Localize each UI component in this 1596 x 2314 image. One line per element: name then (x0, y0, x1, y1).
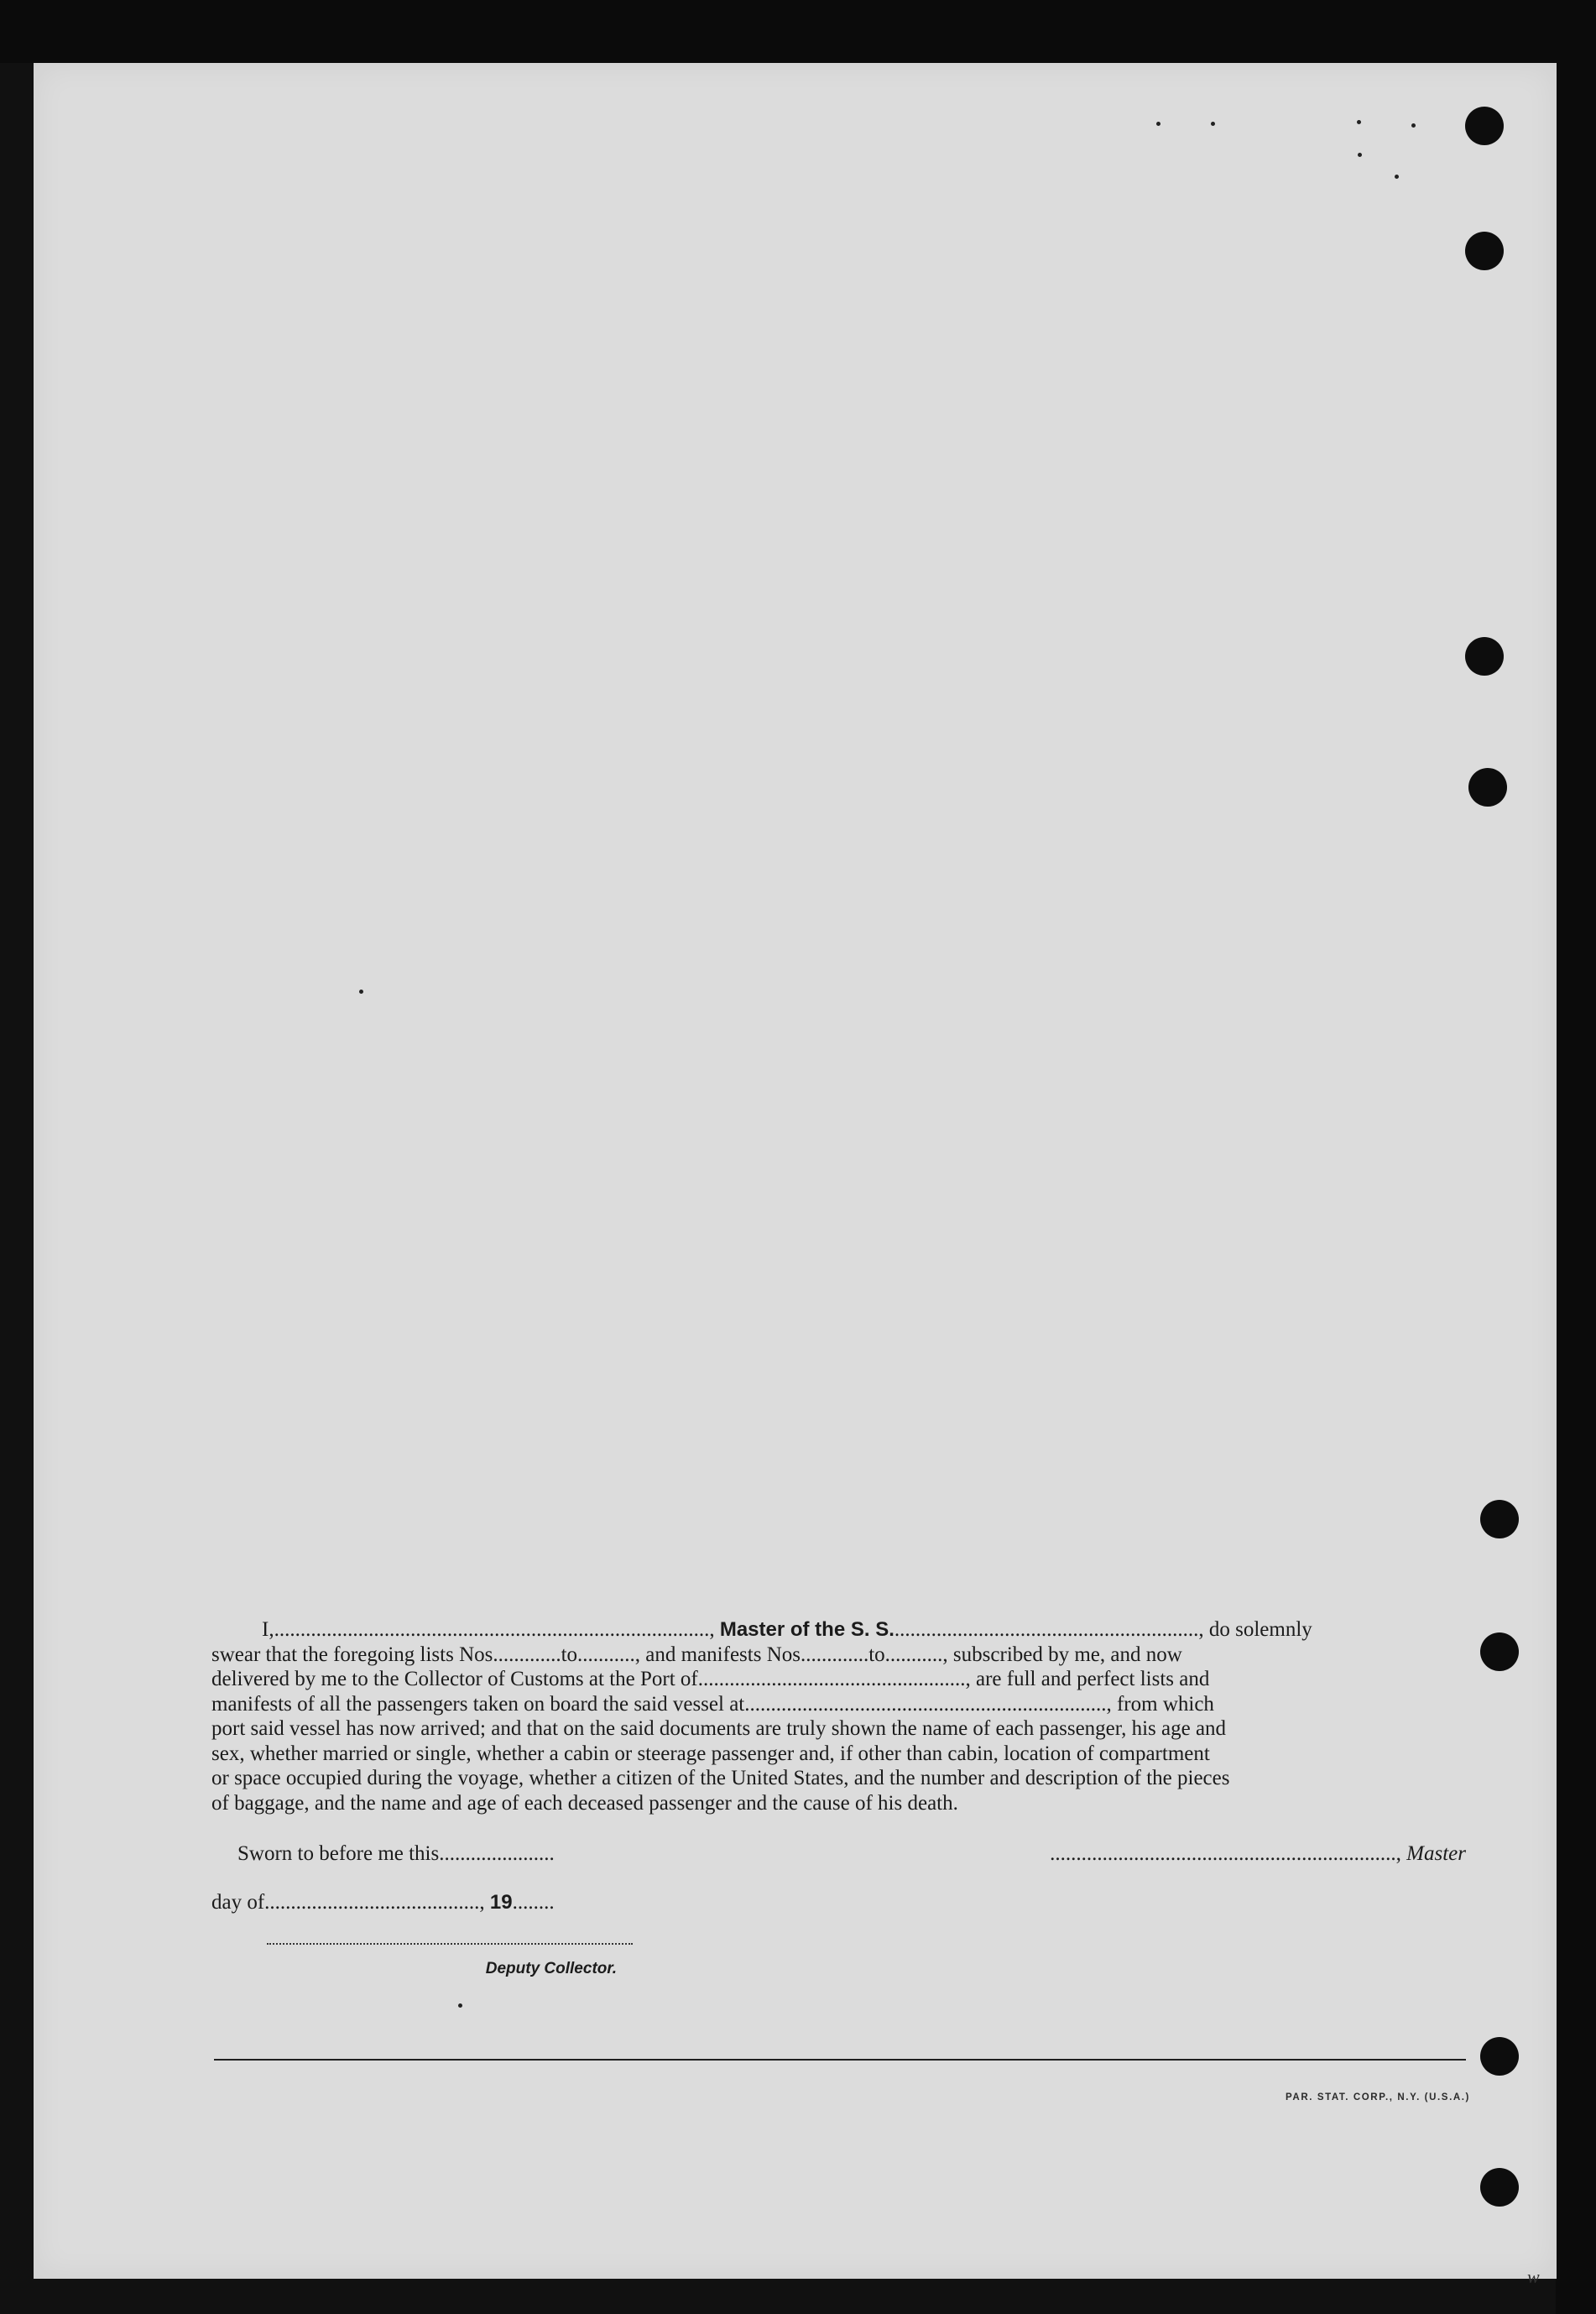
scan-speck (359, 990, 363, 994)
oath-line-7: or space occupied during the voyage, whether a citizen of the United States, and the number and description of the pieces (211, 1767, 1230, 1789)
scan-border-top (0, 0, 1596, 63)
oath-line-4: manifests of all the passengers taken on board the said vessel at....................................................................., from which (211, 1692, 1214, 1716)
master-signature-blank: .................................................................., (1050, 1842, 1401, 1865)
ship-name-blank: .......................................................... (894, 1618, 1199, 1641)
oath-line-2: swear that the foregoing lists Nos.............to..........., and manifests Nos.............to..........., subscribed by me, and now (211, 1643, 1182, 1666)
master-oath-paragraph (211, 1617, 1466, 1815)
printer-imprint: PAR. STAT. CORP., N.Y. (U.S.A.) (1286, 2092, 1470, 2102)
year-blank: ........ (512, 1891, 555, 1914)
punch-hole (1480, 1632, 1519, 1671)
day-of-label: day of (211, 1891, 265, 1914)
oath-line-1 (211, 1617, 1466, 1643)
scan-speck (458, 2003, 462, 2008)
punch-hole (1465, 107, 1504, 145)
manifest-page (34, 63, 1557, 2279)
sworn-label: Sworn to before me this (237, 1842, 440, 1865)
oath-line-3: delivered by me to the Collector of Customs at the Port of..................................................., are full and perfect lists and (211, 1668, 1210, 1690)
footer-rule (214, 2059, 1466, 2061)
day-of-blank: ........................................., (264, 1891, 485, 1914)
master-name-blank: ..................................................................................., (274, 1618, 715, 1641)
master-signature-line (950, 1842, 1466, 1866)
scan-speck (1395, 175, 1399, 179)
year-prefix: 19 (489, 1891, 513, 1914)
master-of-ship-label: Master of the S. S. (719, 1618, 894, 1641)
punch-hole (1465, 232, 1504, 270)
punch-hole (1465, 637, 1504, 676)
scan-speck (1358, 153, 1362, 157)
scan-speck (1357, 120, 1361, 124)
scan-border-right (1556, 0, 1596, 2314)
scan-speck (1211, 122, 1215, 126)
corner-pencil-mark: w (1527, 2266, 1540, 2287)
oath-line-5: port said vessel has now arrived; and that on the said documents are truly shown the name of each passenger, his age and (211, 1717, 1227, 1740)
punch-hole (1480, 1500, 1519, 1538)
punch-hole (1468, 768, 1507, 807)
oath-line-8: of baggage, and the name and age of each deceased passenger and the cause of his death. (211, 1791, 958, 1815)
sworn-before-line (237, 1842, 555, 1866)
oath-line-6: sex, whether married or single, whether a cabin or steerage passenger and, if other than cabin, location of compartment (211, 1742, 1210, 1765)
oath-text: I, (262, 1618, 274, 1641)
scan-speck (1411, 123, 1416, 128)
master-label: Master (1406, 1842, 1466, 1865)
punch-hole (1480, 2168, 1519, 2207)
sworn-date-blank: ...................... (439, 1842, 555, 1865)
day-of-line (211, 1891, 555, 1914)
scan-speck (1156, 122, 1160, 126)
oath-text: , do solemnly (1198, 1618, 1312, 1641)
deputy-signature-blank (267, 1943, 633, 1945)
punch-hole (1480, 2037, 1519, 2076)
deputy-collector-label: Deputy Collector. (485, 1960, 617, 1977)
